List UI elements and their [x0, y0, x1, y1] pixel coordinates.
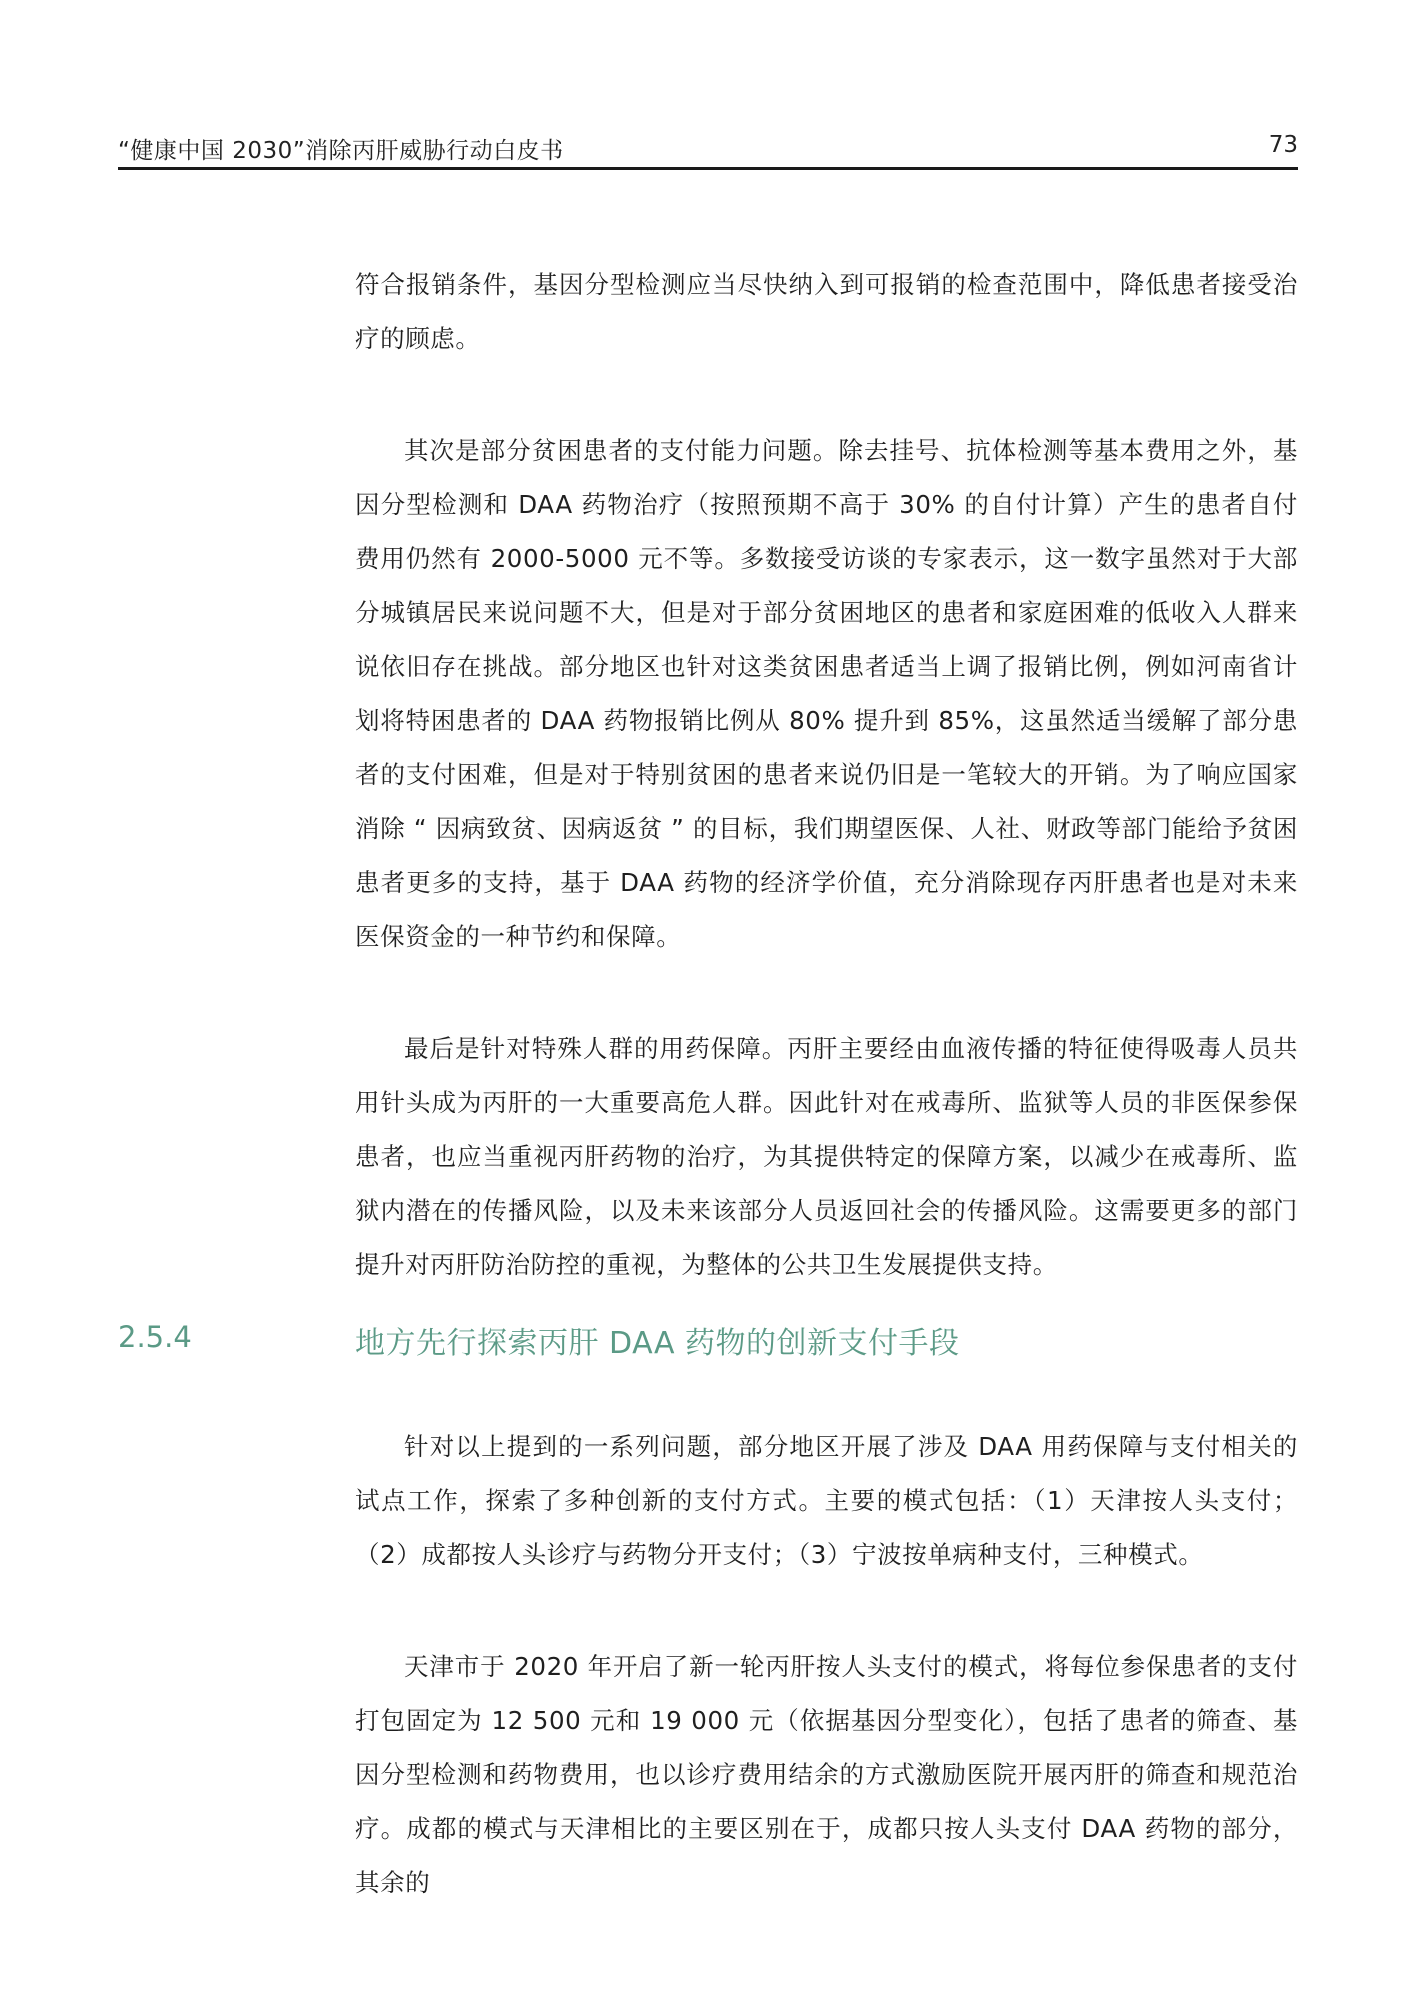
section-number: 2.5.4: [118, 1320, 192, 1354]
paragraph-tianjin-model: 天津市于 2020 年开启了新一轮丙肝按人头支付的模式，将每位参保患者的支付打包固定为 12 500 元和 19 000 元（依据基因分型变化），包括了患者的筛查、基因分型检测和药物费用，也以诊疗费用结余的方式激励医院开展丙肝的筛查和规范治疗。成都的模式与天津相比的主要区别在于，成都只按人头支付 DAA 药物的部分，其余的: [355, 1652, 1298, 1897]
section-title: 地方先行探索丙肝 DAA 药物的创新支付手段: [355, 1326, 960, 1361]
paragraph-gap: [355, 366, 1298, 424]
paragraph-pilot-modes: 针对以上提到的一系列问题，部分地区开展了涉及 DAA 用药保障与支付相关的试点工作，探索了多种创新的支付方式。主要的模式包括：（1）天津按人头支付；（2）成都按人头诊疗与药物分开支付；（3）宁波按单病种支付，三种模式。: [355, 1432, 1298, 1569]
running-title: “健康中国 2030”消除丙肝威胁行动白皮书: [118, 138, 564, 164]
paragraph-continuation: 符合报销条件，基因分型检测应当尽快纳入到可报销的检查范围中，降低患者接受治疗的顾虑。: [355, 270, 1298, 353]
body-text: [118, 258, 1298, 1910]
page-header: [118, 128, 1298, 168]
paragraph-gap: [355, 964, 1298, 1022]
paragraph-gap: [355, 1384, 1298, 1420]
header-divider: [118, 167, 1298, 170]
section-heading: [118, 1312, 1298, 1384]
paragraph-gap: [355, 1582, 1298, 1640]
paragraph-special-populations: 最后是针对特殊人群的用药保障。丙肝主要经由血液传播的特征使得吸毒人员共用针头成为丙肝的一大重要高危人群。因此针对在戒毒所、监狱等人员的非医保参保患者，也应当重视丙肝药物的治疗，为其提供特定的保障方案，以减少在戒毒所、监狱内潜在的传播风险，以及未来该部分人员返回社会的传播风险。这需要更多的部门提升对丙肝防治防控的重视，为整体的公共卫生发展提供支持。: [355, 1034, 1298, 1279]
page-number: 73: [1268, 132, 1298, 158]
paragraph-payment-ability: 其次是部分贫困患者的支付能力问题。除去挂号、抗体检测等基本费用之外，基因分型检测和 DAA 药物治疗（按照预期不高于 30% 的自付计算）产生的患者自付费用仍然有 2000-5000 元不等。多数接受访谈的专家表示，这一数字虽然对于大部分城镇居民来说问题不大，但是对于部分贫困地区的患者和家庭困难的低收入人群来说依旧存在挑战。部分地区也针对这类贫困患者适当上调了报销比例，例如河南省计划将特困患者的 DAA 药物报销比例从 80% 提升到 85%，这虽然适当缓解了部分患者的支付困难，但是对于特别贫困的患者来说仍旧是一笔较大的开销。为了响应国家消除 “ 因病致贫、因病返贫 ” 的目标，我们期望医保、人社、财政等部门能给予贫困患者更多的支持，基于 DAA 药物的经济学价值，充分消除现存丙肝患者也是对未来医保资金的一种节约和保障。: [355, 436, 1298, 951]
